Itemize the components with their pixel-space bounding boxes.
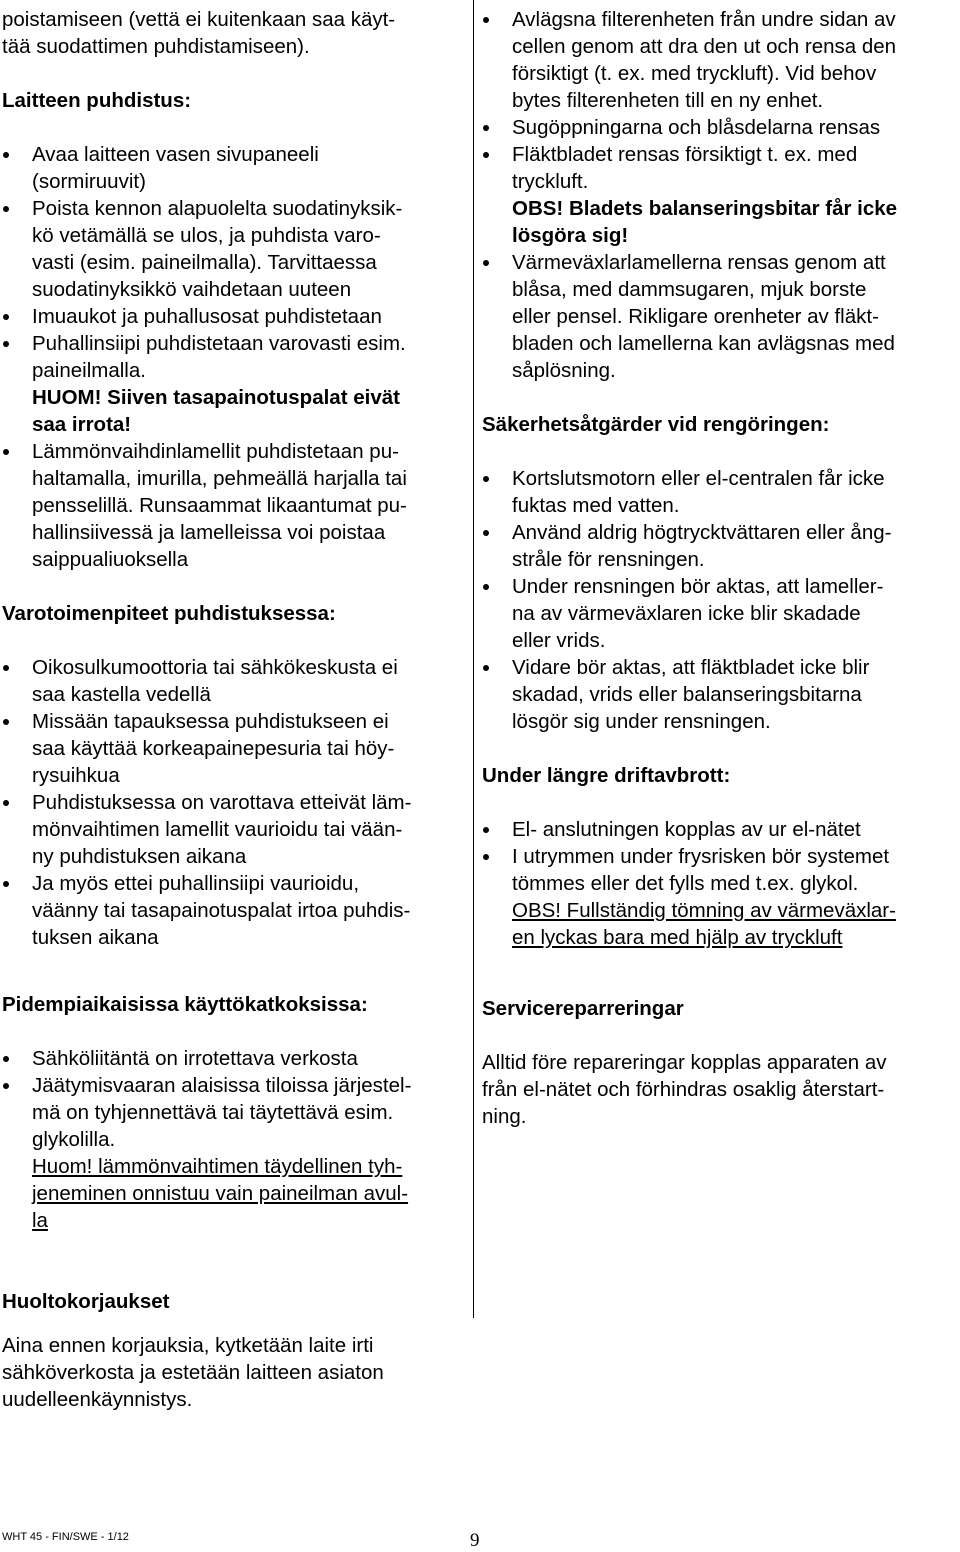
list-item: Oikosulkumoottoria tai sähkökeskusta ei saa kastella vedellä <box>2 654 464 708</box>
list-item: Poista kennon alapuolelta suodatinyksik- kö vetämällä se ulos, ja puhdista varo- vasti (esim. paineilmalla). Tarvittaessa suodatinyksikkö vaihdetaan uuteen <box>2 195 464 303</box>
list-item <box>2 1072 464 1234</box>
shutdown-heading: Pidempiaikaisissa käyttökatkoksissa: <box>2 993 368 1016</box>
document-code: WHT 45 - FIN/SWE - 1/12 <box>2 1531 129 1543</box>
intro-text: poistamiseen (vettä ei kuitenkaan saa käyt- tää suodattimen puhdistamiseen). <box>2 8 396 58</box>
list-item: Missään tapauksessa puhdistukseen ei saa käyttää korkeapainepesuria tai höy- rysuihkua <box>2 708 464 789</box>
safety-heading: Säkerhetsåtgärder vid rengöringen: <box>482 413 830 436</box>
cleaning-list <box>2 141 464 573</box>
service-text: Aina ennen korjauksia, kytketään laite irti sähköverkosta ja estetään laitteen asiaton uudelleenkäynnistys. <box>2 1334 384 1411</box>
swedish-column <box>482 6 954 1130</box>
list-item: El- anslutningen kopplas av ur el-nätet <box>482 816 954 843</box>
service-heading: Huoltokorjaukset <box>2 1290 170 1313</box>
list-item: Värmeväxlarlamellerna rensas genom att blåsa, med dammsugaren, mjuk borste eller pensel. Rikligare orenheter av fläkt- bladen och lamellerna kan avlägsnas med såplösning. <box>482 249 954 384</box>
list-item: Sähköliitäntä on irrotettava verkosta <box>2 1045 464 1072</box>
list-item: Vidare bör aktas, att fläktbladet icke blir skadad, vrids eller balanseringsbitarna lösgör sig under rensningen. <box>482 654 954 735</box>
cleaning-list-sv <box>482 6 954 384</box>
precautions-list <box>2 654 464 951</box>
shutdown-note: Huom! lämmönvaihtimen täydellinen tyh- jeneminen onnistuu vain paineilman avul- la <box>32 1155 409 1232</box>
list-item <box>482 843 954 951</box>
precautions-heading: Varotoimenpiteet puhdistuksessa: <box>2 602 336 625</box>
fan-warning: HUOM! Siiven tasapainotuspalat eivät saa irrota! <box>32 386 400 436</box>
list-item: Imuaukot ja puhallusosat puhdistetaan <box>2 303 464 330</box>
safety-list <box>482 465 954 735</box>
service-text-sv: Alltid före repareringar kopplas apparaten av från el-nätet och förhindras osaklig återstart- ning. <box>482 1051 887 1128</box>
shutdown-item-text: Jäätymisvaaran alaisissa tiloissa järjestel- mä on tyhjennettävä tai täytettävä esim. glykolilla. <box>32 1074 412 1151</box>
fan-cleaning-text: Puhallinsiipi puhdistetaan varovasti esim. paineilmalla. <box>32 332 406 382</box>
list-item: Lämmönvaihdinlamellit puhdistetaan pu- haltamalla, imurilla, pehmeällä harjalla tai pensselillä. Runsaammat likaantumat pu- hallinsiivessä ja lamelleissa voi poistaa saippualiuoksella <box>2 438 464 573</box>
finnish-column <box>2 6 464 1413</box>
list-item: Under rensningen bör aktas, att lameller- na av värmeväxlaren icke blir skadade eller vrids. <box>482 573 954 654</box>
shutdown-heading-sv: Under längre driftavbrott: <box>482 764 731 787</box>
column-divider <box>473 0 474 1318</box>
list-item <box>2 330 464 438</box>
cleaning-heading: Laitteen puhdistus: <box>2 89 192 112</box>
list-item: Kortslutsmotorn eller el-centralen får icke fuktas med vatten. <box>482 465 954 519</box>
fan-warning: OBS! Bladets balanseringsbitar får icke lösgöra sig! <box>512 197 898 247</box>
list-item: Puhdistuksessa on varottava etteivät läm- mönvaihtimen lamellit vaurioidu tai vään- ny puhdistuksen aikana <box>2 789 464 870</box>
shutdown-list-sv <box>482 816 954 951</box>
shutdown-note: OBS! Fullständig tömning av värmeväxlar- en lyckas bara med hjälp av tryckluft <box>512 899 896 949</box>
list-item: Avaa laitteen vasen sivupaneeli (sormiruuvit) <box>2 141 464 195</box>
page-number: 9 <box>470 1530 480 1551</box>
shutdown-item-text: I utrymmen under frysrisken bör systemet tömmes eller det fylls med t.ex. glykol. <box>512 845 890 895</box>
service-heading-sv: Servicereparreringar <box>482 997 684 1020</box>
list-item: Använd aldrig högtrycktvättaren eller ång- stråle för rensningen. <box>482 519 954 573</box>
list-item: Sugöppningarna och blåsdelarna rensas <box>482 114 954 141</box>
shutdown-list <box>2 1045 464 1234</box>
list-item: Avlägsna filterenheten från undre sidan av cellen genom att dra den ut och rensa den försiktigt (t. ex. med tryckluft). Vid behov bytes filterenheten till en ny enhet. <box>482 6 954 114</box>
fan-cleaning-text: Fläktbladet rensas försiktigt t. ex. med tryckluft. <box>512 143 858 193</box>
list-item: Ja myös ettei puhallinsiipi vaurioidu, väänny tai tasapainotuspalat irtoa puhdis- tuksen aikana <box>2 870 464 951</box>
list-item <box>482 141 954 249</box>
